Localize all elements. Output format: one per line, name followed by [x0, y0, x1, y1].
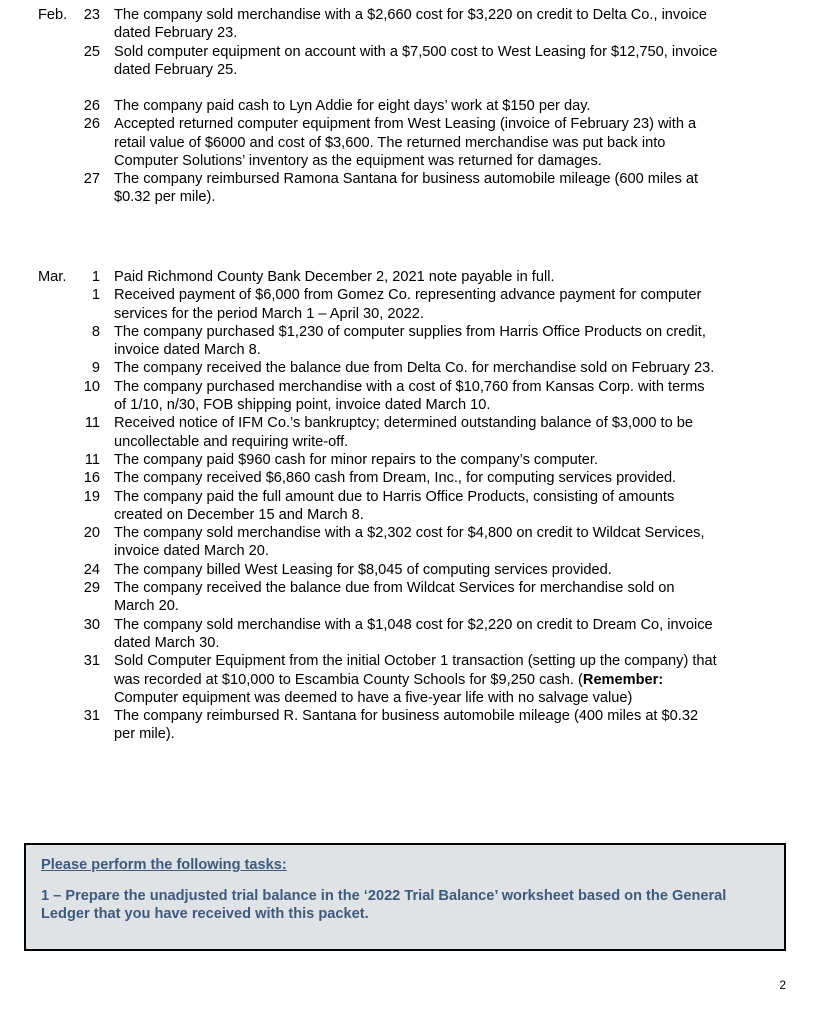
entry-day: 31 — [83, 653, 100, 670]
february-transactions — [38, 6, 718, 79]
entry-description: The company reimbursed R. Santana for business automobile mileage (400 miles at $0.32 per mile). — [114, 708, 699, 743]
entry-day: 11 — [84, 451, 100, 468]
transaction-entry — [38, 652, 718, 707]
entry-month: Mar. — [38, 269, 67, 285]
transaction-entry — [38, 170, 718, 207]
entry-day: 23 — [83, 7, 100, 23]
entry-description: Received notice of IFM Co.’s bankruptcy; determined outstanding balance of $3,000 to be uncollectable and requiring write-off. — [114, 415, 693, 450]
entry-description: The company reimbursed Ramona Santana for business automobile mileage (600 miles at $0.32 per mile). — [114, 171, 699, 206]
entry-day: 20 — [83, 525, 100, 542]
entry-description: The company paid $960 cash for minor repairs to the company’s computer. — [114, 451, 599, 468]
entry-day: 27 — [83, 171, 100, 188]
entry-description: Accepted returned computer equipment from West Leasing (invoice of February 23) with a retail value of $6000 and cost of $3,600. The returned merchandise was put back into Computer Solutions’ inventory as the equipment was returned for damages. — [114, 116, 697, 169]
transaction-entry — [38, 378, 718, 415]
transaction-entry — [38, 616, 718, 653]
remember-text: Computer equipment was deemed to have a five-year life with no salvage value) — [114, 689, 633, 706]
entry-description: The company paid the full amount due to Harris Office Products, consisting of amounts created on December 15 and March 8. — [114, 488, 675, 523]
entry-day: 25 — [83, 43, 100, 60]
transaction-entry — [38, 488, 718, 525]
transaction-entry — [38, 707, 718, 744]
transaction-entry — [38, 323, 718, 360]
transaction-entry — [38, 451, 718, 469]
february-transactions-continued — [38, 97, 718, 207]
transaction-entry — [38, 524, 718, 561]
entry-description: The company sold merchandise with a $1,048 cost for $2,220 on credit to Dream Co, invoice dated March 30. — [114, 616, 713, 651]
entry-description: The company purchased merchandise with a cost of $10,760 from Kansas Corp. with terms of 1/10, n/30, FOB shipping point, invoice dated March 10. — [114, 378, 705, 414]
remember-label: Remember: — [582, 671, 664, 688]
entry-day: 11 — [84, 415, 100, 432]
entry-day: 10 — [83, 378, 100, 395]
entry-description: The company paid cash to Lyn Addie for eight days’ work at $150 per day. — [114, 98, 591, 114]
transaction-entry — [38, 6, 718, 43]
transaction-entry — [38, 469, 718, 487]
entry-description: The company purchased $1,230 of computer supplies from Harris Office Products on credit, invoice dated March 8. — [114, 323, 706, 359]
entry-day: 16 — [83, 470, 100, 487]
entry-description: The company received the balance due from Delta Co. for merchandise sold on February 23. — [114, 360, 715, 377]
entry-day: 29 — [83, 580, 100, 597]
tasks-box — [24, 843, 786, 951]
entry-month: Feb. — [38, 7, 68, 23]
transaction-entry — [38, 97, 718, 115]
entry-description-text: Sold Computer Equipment from the initial October 1 transaction (setting up the company) that was recorded at $10,000 to Escambia County Schools for $9,250 cash. — [114, 653, 717, 688]
tasks-heading: Please perform the following tasks: — [41, 857, 287, 873]
entry-description: The company sold merchandise with a $2,302 cost for $4,800 on credit to Wildcat Services, invoice dated March 20. — [114, 525, 705, 560]
transaction-entry — [38, 115, 718, 170]
entry-day: 1 — [91, 287, 100, 304]
entry-day: 19 — [83, 488, 100, 505]
entry-description: Received payment of $6,000 from Gomez Co. representing advance payment for computer services for the period March 1 – April 30, 2022. — [114, 287, 702, 322]
entry-day: 31 — [83, 708, 100, 725]
transaction-entry — [38, 268, 718, 286]
transaction-entry — [38, 359, 718, 377]
transaction-entry — [38, 561, 718, 579]
transaction-entry — [38, 414, 718, 451]
entry-day: 9 — [91, 360, 100, 377]
entry-description: The company billed West Leasing for $8,045 of computing services provided. — [114, 561, 612, 578]
entry-day: 1 — [91, 269, 100, 285]
entry-description: The company received $6,860 cash from Dream, Inc., for computing services provided. — [114, 470, 677, 487]
transaction-entry — [38, 286, 718, 323]
transaction-entry — [38, 43, 718, 80]
entry-day: 26 — [83, 116, 100, 133]
entry-day: 30 — [83, 616, 100, 633]
entry-description: Sold Computer Equipment from the initial October 1 transaction (setting up the company) that was recorded at $10,000 to Escambia County Schools for $9,250 cash. (Remember: Computer equipment was deemed to have a five-year life with no salvage value) — [114, 653, 717, 706]
entry-day: 24 — [83, 561, 100, 578]
entry-description: Sold computer equipment on account with a $7,500 cost to West Leasing for $12,750, invoice dated February 25. — [114, 43, 718, 78]
task-item: 1 – Prepare the unadjusted trial balance in the ‘2022 Trial Balance’ worksheet based on the General Ledger that you have received with this packet. — [41, 888, 727, 923]
page-number: 2 — [779, 978, 786, 992]
entry-description: The company sold merchandise with a $2,660 cost for $3,220 on credit to Delta Co., invoice dated February 23. — [114, 7, 707, 42]
march-transactions — [38, 268, 718, 744]
entry-description: Paid Richmond County Bank December 2, 2021 note payable in full. — [114, 269, 555, 285]
entry-day: 26 — [83, 98, 100, 114]
entry-description: The company received the balance due from Wildcat Services for merchandise sold on March 20. — [114, 580, 675, 615]
entry-day: 8 — [91, 323, 100, 340]
transaction-entry — [38, 579, 718, 616]
